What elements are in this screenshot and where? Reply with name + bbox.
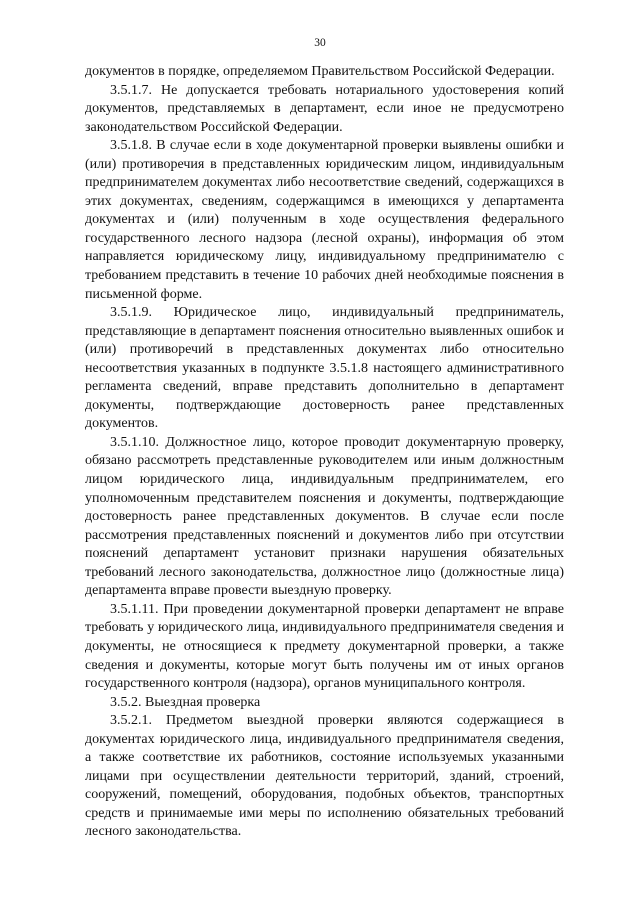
paragraph-continuation: документов в порядке, определяемом Правительством Российской Федерации. <box>85 64 555 79</box>
document-body <box>85 63 564 842</box>
paragraph-3-5-1-8: 3.5.1.8. В случае если в ходе документарной проверки выявлены ошибки и (или) противоречия в представленных юридическим лицом, индивидуальным предпринимателем документах либо несоответствие сведений, содержащихся в этих документах, сведениям, содержащимся в имеющихся у департамента документах и (или) полученным в ходе осуществления федерального государственного лесного надзора (лесной охраны), информация об этом направляется юридическому лицу, индивидуальному предпринимателю с требованием представить в течение 10 рабочих дней необходимые пояснения в письменной форме. <box>85 138 564 302</box>
section-heading-3-5-2: 3.5.2. Выездная проверка <box>110 694 261 710</box>
paragraph-3-5-2-1: 3.5.2.1. Предметом выездной проверки являются содержащиеся в документах юридического лица, индивидуального предпринимателя сведения, а также соответствие их работников, состояние используемых указанными лицами при осуществлении деятельности территорий, зданий, строений, сооружений, помещений, оборудования, подобных объектов, транспортных средств и принимаемые ими меры по исполнению обязательных требований лесного законодательства. <box>85 713 564 840</box>
paragraph-3-5-1-7: 3.5.1.7. Не допускается требовать нотариального удостоверения копий документов, представляемых в департамент, если иное не предусмотрено законодательством Российской Федерации. <box>85 82 564 135</box>
paragraph-3-5-1-11: 3.5.1.11. При проведении документарной проверки департамент не вправе требовать у юридического лица, индивидуального предпринимателя сведения и документы, не относящиеся к предмету документарной проверки, а также сведения и документы, которые могут быть получены им от иных органов государственного контроля (надзора), органов муниципального контроля. <box>85 601 564 692</box>
paragraph-3-5-1-10: 3.5.1.10. Должностное лицо, которое проводит документарную проверку, обязано рассмотреть представленные руководителем или иным должностным лицом юридического лица, индивидуальным предпринимателем, его уполномоченным представителем пояснения и документы, подтверждающие достоверность ранее представленных документов. В случае если после рассмотрения представленных пояснений и документов либо при отсутствии пояснений департамент установит признаки нарушения обязательных требований лесного законодательства, должностное лицо (должностные лица) департамента вправе провести выездную проверку. <box>85 434 564 599</box>
paragraph-3-5-1-9: 3.5.1.9. Юридическое лицо, индивидуальный предприниматель, представляющие в департамент пояснения относительно выявленных ошибок и (или) противоречий в представленных документах либо относительно несоответствия указанных в подпункте 3.5.1.8 настоящего административного регламента сведений, вправе представить дополнительно в департамент документы, подтверждающие достоверность ранее представленных документов. <box>85 305 564 432</box>
page-number: 30 <box>314 37 326 49</box>
